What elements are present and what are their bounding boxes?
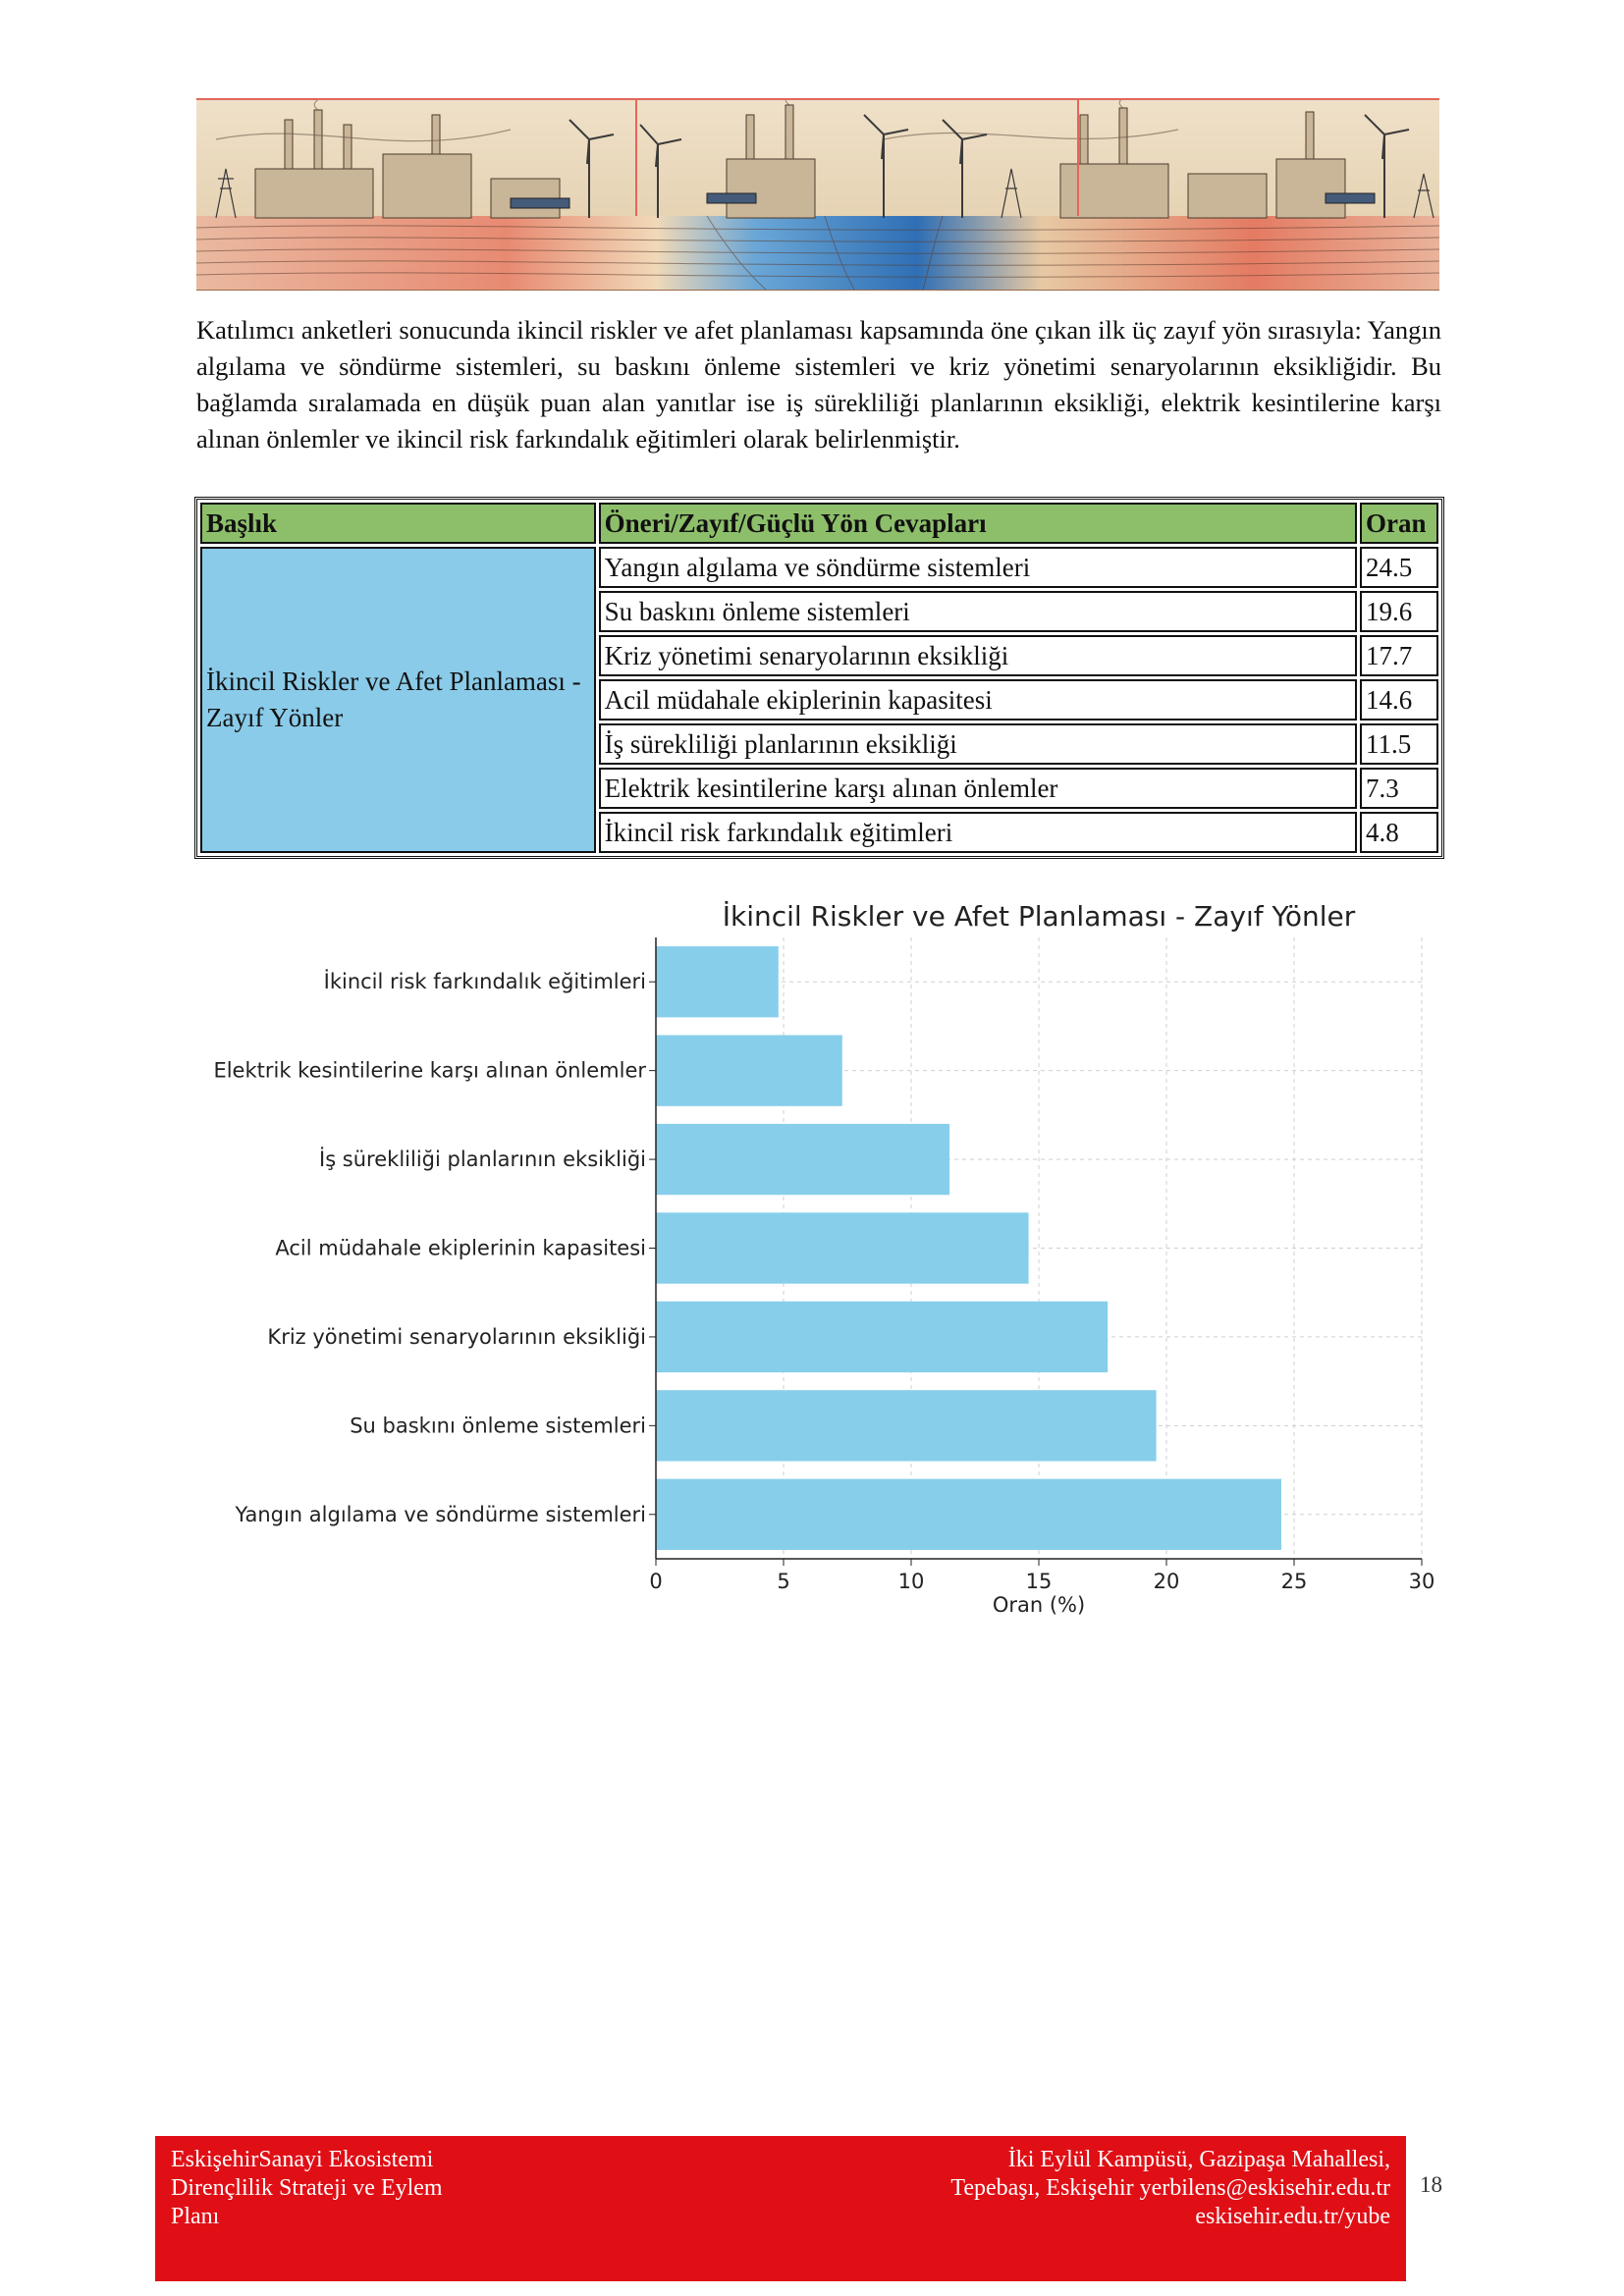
row-label: İş sürekliliği planlarının eksikliği — [599, 723, 1357, 765]
y-tick-label: Kriz yönetimi senaryolarının eksikliği — [267, 1324, 646, 1349]
footer-contact-info — [840, 2146, 1390, 2231]
row-label: İkincil risk farkındalık eğitimleri — [599, 812, 1357, 853]
footer-left-line: Dirençlilik Strateji ve Eylem — [171, 2175, 443, 2201]
bar — [656, 1124, 949, 1195]
x-axis-label: Oran (%) — [992, 1593, 1086, 1617]
header-baslik: Başlık — [200, 503, 596, 544]
bar — [656, 1302, 1108, 1372]
y-tick-label: Elektrik kesintilerine karşı alınan önlemler — [213, 1058, 646, 1083]
y-tick-label: İş sürekliliği planlarının eksikliği — [319, 1148, 646, 1172]
weak-points-table — [194, 497, 1444, 859]
bar — [656, 1479, 1281, 1550]
footer-right-line: İki Eylül Kampüsü, Gazipaşa Mahallesi, — [1007, 2147, 1390, 2172]
table-header-row — [200, 503, 1438, 544]
row-value: 4.8 — [1360, 812, 1438, 853]
y-tick-label: Yangın algılama ve söndürme sistemleri — [235, 1502, 646, 1526]
footer-right-line: eskisehir.edu.tr/yube — [1195, 2204, 1390, 2229]
y-tick-label: Acil müdahale ekiplerinin kapasitesi — [275, 1236, 646, 1260]
page-footer — [155, 2136, 1406, 2281]
row-label: Su baskını önleme sistemleri — [599, 591, 1357, 632]
x-tick-label: 30 — [1408, 1570, 1435, 1593]
footer-left-line: EskişehirSanayi Ekosistemi — [171, 2147, 434, 2172]
bar — [656, 1035, 842, 1105]
intro-paragraph: Katılımcı anketleri sonucunda ikincil riskler ve afet planlaması kapsamında öne çıkan ilk üç zayıf yön sırasıyla: Yangın algılama ve söndürme sistemleri, su baskını önleme sistemleri ve kriz yönetimi senaryolarının eksikliğidir. Bu bağlamda sıralamada en düşük puan alan yanıtlar ise iş sürekliliği planlarının eksikliği, elektrik kesintilerine karşı alınan önlemler ve ikincil risk farkındalık eğitimleri olarak belirlenmiştir. — [196, 315, 1441, 454]
row-value: 7.3 — [1360, 768, 1438, 809]
table-row — [200, 547, 1438, 588]
row-value: 14.6 — [1360, 679, 1438, 721]
y-tick-label: İkincil risk farkındalık eğitimleri — [323, 970, 646, 994]
row-label: Kriz yönetimi senaryolarının eksikliği — [599, 635, 1357, 676]
weak-points-bar-chart — [196, 883, 1453, 1629]
chart-title: İkincil Riskler ve Afet Planlaması - Zayıf Yönler — [722, 900, 1356, 933]
header-cevaplar: Öneri/Zayıf/Güçlü Yön Cevapları — [599, 503, 1357, 544]
row-value: 11.5 — [1360, 723, 1438, 765]
row-value: 19.6 — [1360, 591, 1438, 632]
x-tick-label: 20 — [1153, 1570, 1180, 1593]
chart-bars — [656, 946, 1281, 1550]
bar — [656, 1212, 1029, 1283]
footer-left-line: Planı — [171, 2204, 220, 2229]
x-tick-label: 25 — [1280, 1570, 1308, 1593]
footer-right-line: Tepebaşı, Eskişehir yerbilens@eskisehir.edu.tr — [950, 2175, 1390, 2201]
x-tick-label: 0 — [649, 1570, 663, 1593]
row-label: Yangın algılama ve söndürme sistemleri — [599, 547, 1357, 588]
y-tick-label: Su baskını önleme sistemleri — [350, 1414, 646, 1438]
row-label: Elektrik kesintilerine karşı alınan önlemler — [599, 768, 1357, 809]
group-title-cell: İkincil Riskler ve Afet Planlaması - Zayıf Yönler — [200, 547, 596, 853]
x-tick-label: 10 — [897, 1570, 925, 1593]
header-banner-illustration — [196, 98, 1439, 291]
x-tick-label: 5 — [777, 1570, 790, 1593]
row-label: Acil müdahale ekiplerinin kapasitesi — [599, 679, 1357, 721]
bar — [656, 1390, 1157, 1461]
bar — [656, 946, 779, 1017]
page-number: 18 — [1420, 2172, 1442, 2197]
header-oran: Oran — [1360, 503, 1438, 544]
industrial-landscape-image — [196, 100, 1439, 290]
x-tick-label: 15 — [1025, 1570, 1053, 1593]
row-value: 17.7 — [1360, 635, 1438, 676]
row-value: 24.5 — [1360, 547, 1438, 588]
footer-plan-title — [171, 2146, 495, 2231]
